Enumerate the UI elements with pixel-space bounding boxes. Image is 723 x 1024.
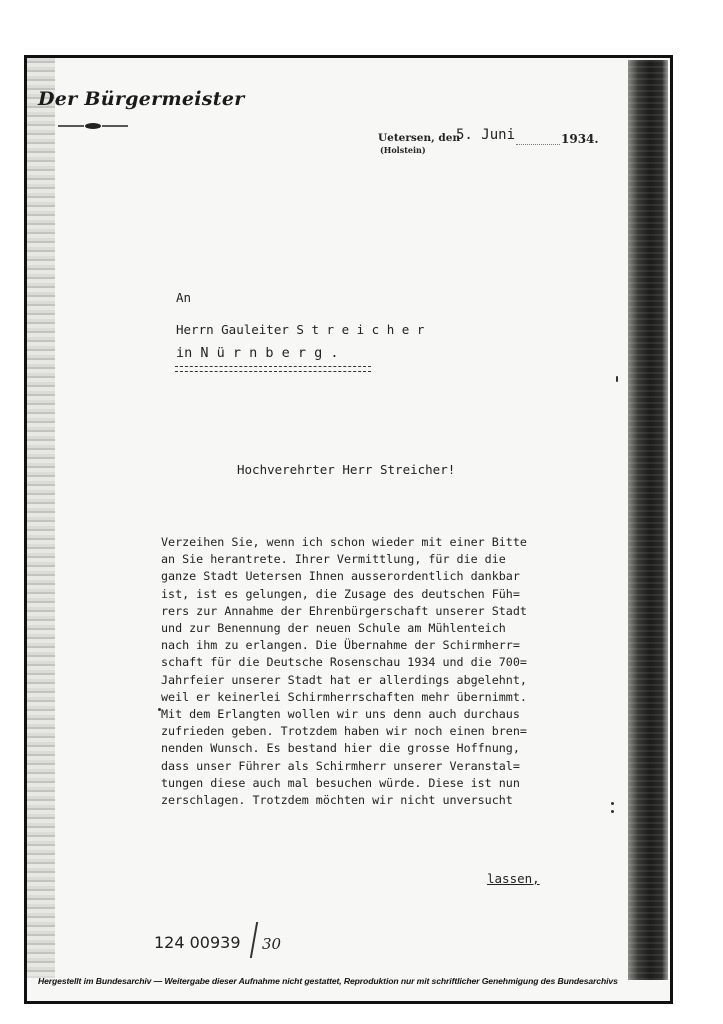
body-line: nach ihm zu erlangen. Die Übernahme der Schirmherr=	[161, 638, 520, 653]
scan-speck	[611, 810, 614, 813]
letter-year: 1934.	[561, 132, 599, 146]
recipient-line-1: An	[176, 290, 192, 305]
recipient-underline	[175, 366, 371, 372]
body-line: Mit dem Erlangten wollen wir uns denn auch durchaus	[161, 707, 520, 722]
recipient-line-2: Herrn Gauleiter S t r e i c h e r	[176, 322, 425, 337]
scan-speck	[611, 802, 614, 805]
letterhead-flourish-icon	[58, 122, 128, 130]
scan-speck	[616, 376, 618, 382]
salutation: Hochverehrter Herr Streicher!	[237, 462, 456, 477]
letter-body	[161, 534, 527, 809]
body-line: dass unser Führer als Schirmherr unserer Veranstal=	[161, 758, 520, 773]
archive-footer: Hergestellt im Bundesarchiv — Weitergabe dieser Aufnahme nicht gestattet, Reproduktion nur mit schriftlicher Genehmigung des Bundesarchivs	[38, 976, 618, 986]
letterhead: Der Bürgermeister	[38, 88, 245, 110]
body-line: und zur Benennung der neuen Schule am Mühlenteich	[161, 621, 506, 636]
date-leader	[516, 144, 560, 145]
body-line: weil er keinerlei Schirmherrschaften mehr übernimmt.	[161, 689, 527, 704]
body-line: rers zur Annahme der Ehrenbürgerschaft unserer Stadt	[161, 603, 527, 618]
document-frame	[24, 55, 673, 1004]
body-line: tungen diese auch mal besuchen würde. Diese ist nun	[161, 775, 520, 790]
archive-number: 124 00939	[154, 933, 241, 952]
body-line: zerschlagen. Trotzdem möchten wir nicht unversucht	[161, 793, 513, 808]
letter-place: Uetersen, den	[378, 132, 461, 144]
body-line: ist, ist es gelungen, die Zusage des deutschen Füh=	[161, 586, 520, 601]
body-line: an Sie herantrete. Ihrer Vermittlung, für die die	[161, 552, 506, 567]
scan-speck	[158, 708, 161, 711]
closing-word: lassen,	[487, 871, 540, 886]
scan-left-edge	[27, 58, 55, 978]
body-line: schaft für die Deutsche Rosenschau 1934 und die 700=	[161, 655, 527, 670]
body-line: ganze Stadt Uetersen Ihnen ausserordentlich dankbar	[161, 569, 520, 584]
body-line: Jahrfeier unserer Stadt hat er allerdings abgelehnt,	[161, 672, 527, 687]
archive-sub-number: 30	[262, 935, 282, 953]
letter-date: 5. Juni	[456, 127, 516, 143]
body-line: zufrieden geben. Trotzdem haben wir noch einen bren=	[161, 724, 527, 739]
recipient-line-3: in N ü r n b e r g .	[176, 345, 339, 361]
letter-place-sub: (Holstein)	[380, 145, 426, 155]
body-line: nenden Wunsch. Es bestand hier die grosse Hoffnung,	[161, 741, 520, 756]
body-line: Verzeihen Sie, wenn ich schon wieder mit einer Bitte	[161, 535, 527, 549]
scan-right-edge	[628, 60, 668, 980]
